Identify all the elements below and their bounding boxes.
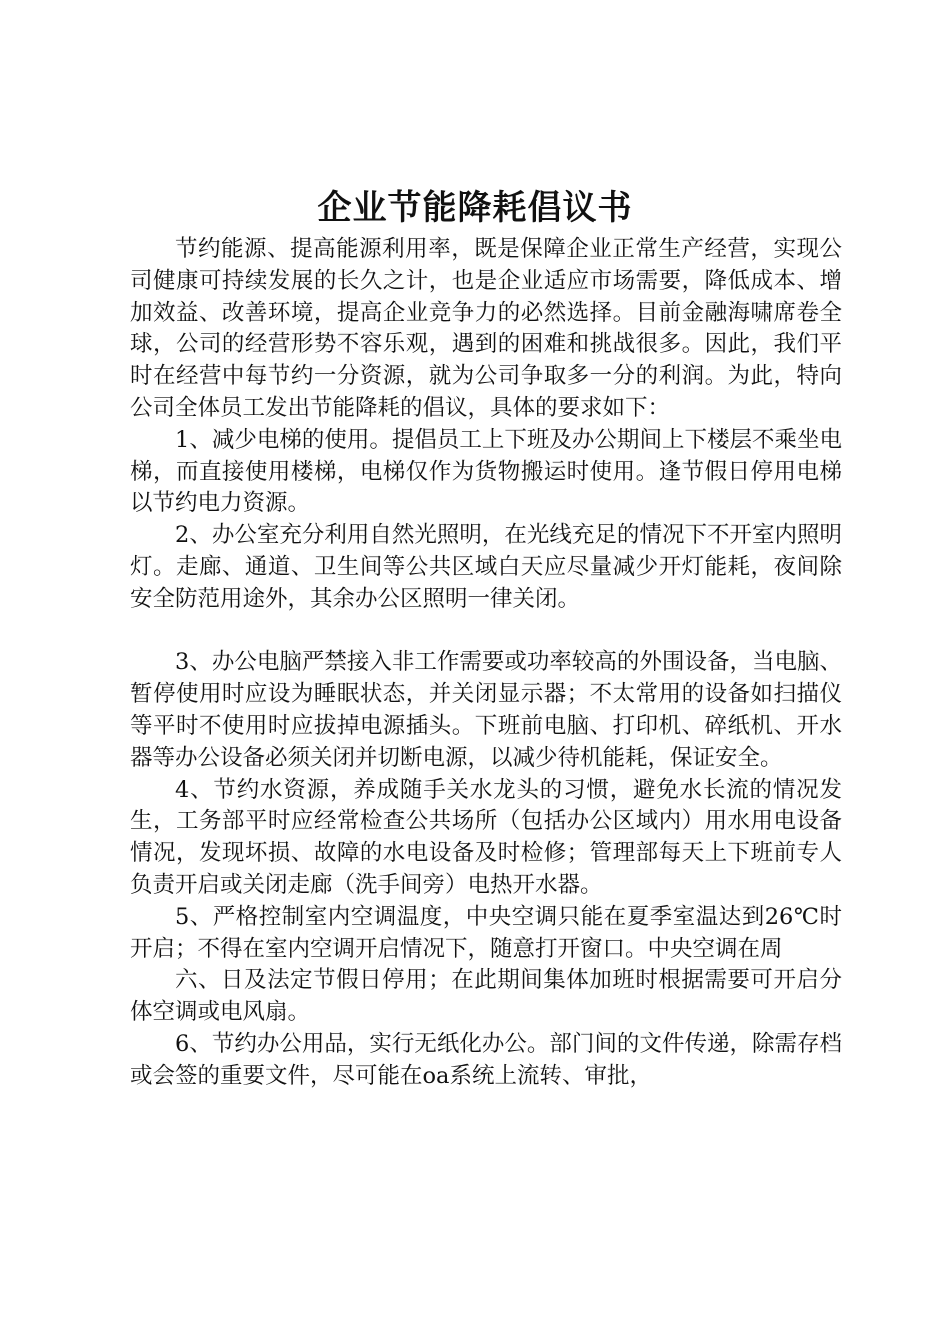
item-3-paragraph: 3、办公电脑严禁接入非工作需要或功率较高的外围设备，当电脑、暂停使用时应设为睡眠状态，并关闭显示器；不太常用的设备如扫描仪等平时不使用时应拔掉电源插头。下班前电脑、打印机、碎纸机、开水器等办公设备必须关闭并切断电源，以减少待机能耗，保证安全。 bbox=[130, 649, 842, 771]
intro-paragraph: 节约能源、提高能源利用率，既是保障企业正常生产经营，实现公司健康可持续发展的长久之计，也是企业适应市场需要，降低成本、增加效益、改善环境，提高企业竞争力的必然选择。目前金融海啸席卷全球，公司的经营形势不容乐观，遇到的困难和挑战很多。因此，我们平时在经营中每节约一分资源，就为公司争取多一分的利润。为此，特向公司全体员工发出节能降耗的倡议，具体的要求如下： bbox=[130, 236, 842, 421]
document-body bbox=[130, 234, 842, 1093]
item-1-paragraph: 1、减少电梯的使用。提倡员工上下班及办公期间上下楼层不乘坐电梯，而直接使用楼梯，电梯仅作为货物搬运时使用。逢节假日停用电梯以节约电力资源。 bbox=[130, 426, 842, 517]
item-5-paragraph: 5、严格控制室内空调温度，中央空调只能在夏季室温达到26℃时开启；不得在室内空调开启情况下，随意打开窗口。中央空调在周 bbox=[130, 903, 842, 962]
item-4-paragraph: 4、节约水资源，养成随手关水龙头的习惯，避免水长流的情况发生，工务部平时应经常检查公共场所（包括办公区域内）用水用电设备情况，发现坏损、故障的水电设备及时检修；管理部每天上下班前专人负责开启或关闭走廊（洗手间旁）电热开水器。 bbox=[130, 776, 842, 898]
item-2-paragraph: 2、办公室充分利用自然光照明，在光线充足的情况下不开室内照明灯。走廊、通道、卫生间等公共区域白天应尽量减少开灯能耗，夜间除安全防范用途外，其余办公区照明一律关闭。 bbox=[130, 522, 842, 612]
blank-line bbox=[130, 616, 842, 648]
item-5-continuation-paragraph: 六、日及法定节假日停用；在此期间集体加班时根据需要可开启分体空调或电风扇。 bbox=[130, 967, 842, 1026]
document-title: 企业节能降耗倡议书 bbox=[317, 188, 633, 228]
item-6-paragraph: 6、节约办公用品，实行无纸化办公。部门间的文件传递，除需存档或会签的重要文件，尽可能在oa系统上流转、审批， bbox=[130, 1030, 842, 1089]
